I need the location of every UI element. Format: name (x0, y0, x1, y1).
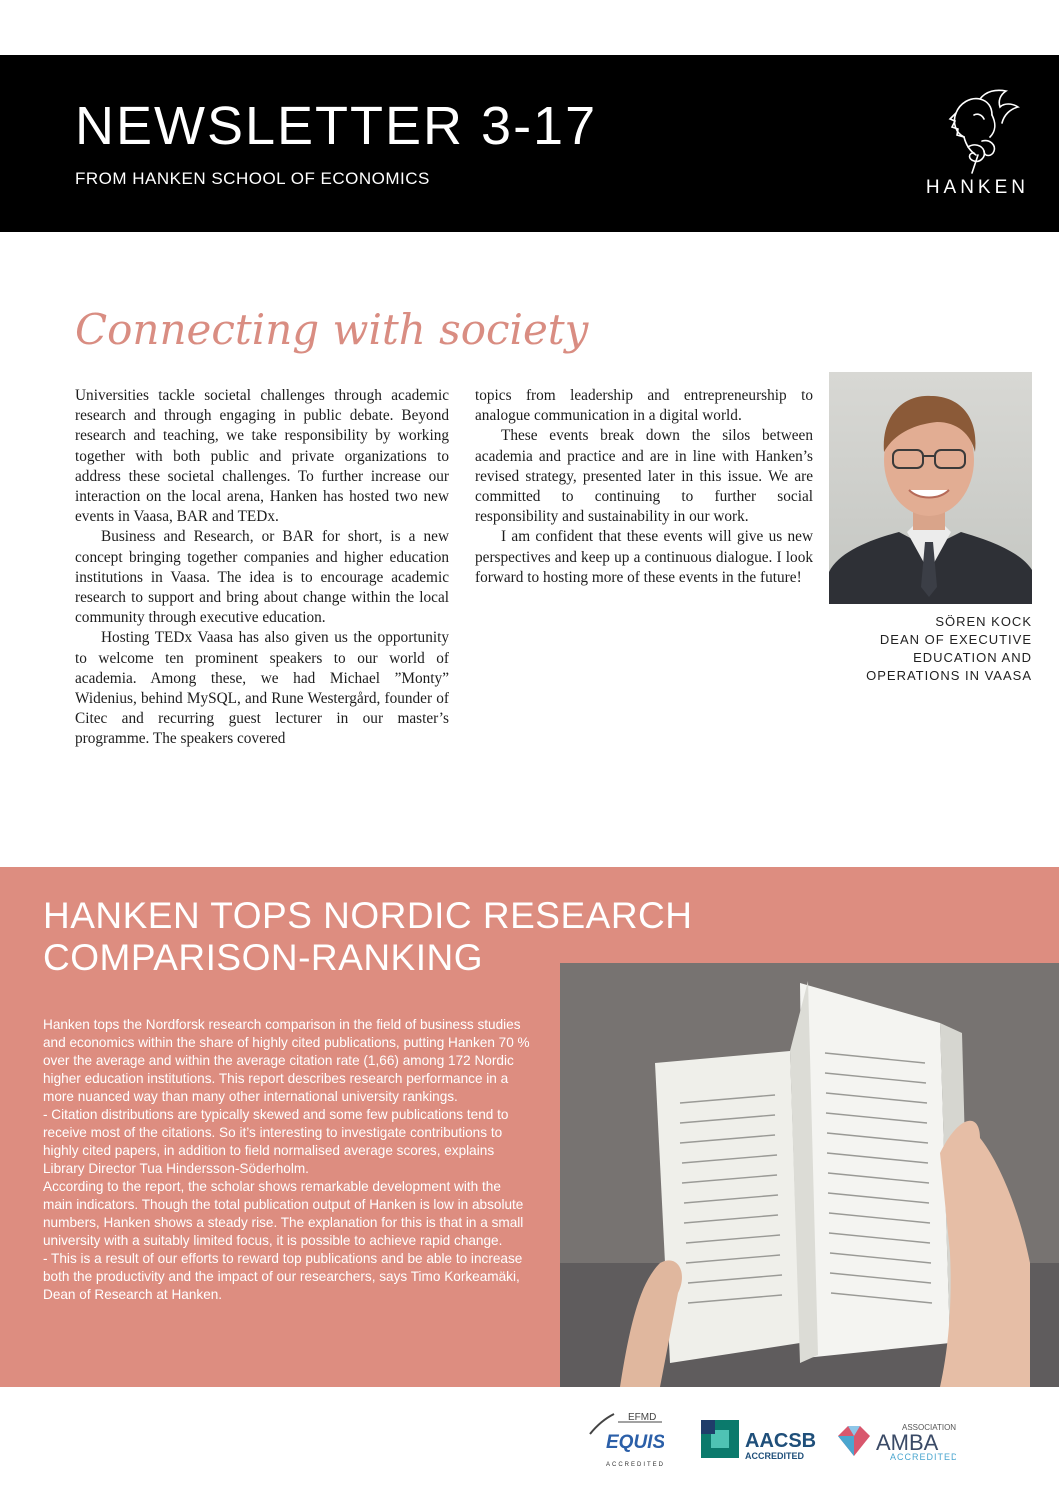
logo-wordmark: HANKEN (925, 177, 1029, 198)
amba-sub-label: ACCREDITED (890, 1452, 956, 1462)
paragraph: I am confident that these events will give us new perspectives and keep up a continuous dialogue. I look forward to hosting more of these events in the future! (475, 528, 813, 586)
caption-name: SÖREN KOCK (935, 614, 1032, 629)
amba-logo (836, 1410, 956, 1470)
editorial-column-2 (475, 386, 813, 588)
feature-body (43, 1016, 533, 1304)
caption-line: OPERATIONS IN VAASA (866, 668, 1032, 683)
caption-line: DEAN OF EXECUTIVE (879, 632, 1032, 647)
equis-sub-label: ACCREDITED (606, 1462, 664, 1468)
editorial-column-1 (75, 386, 449, 750)
masthead (0, 55, 1059, 232)
paragraph: Hosting TEDx Vaasa has also given us the opportunity to welcome ten prominent speakers to our world of academia. Among these, we had Michael ”Monty” Widenius, behind MySQL, and Rune Westergård, founder of Citec and recurring guest lecturer in our master’s programme. The speakers covered (75, 629, 449, 748)
paragraph: Business and Research, or BAR for short, is a new concept bringing together companies and higher education institutions in Vaasa. The idea is to encourage academic research to support and bring about change within the local community through executive education. (75, 528, 449, 627)
paragraph: Hanken tops the Nordforsk research comparison in the field of business studies and economics within the share of highly cited publications, putting Hanken 70 % over the average and within the average citation rate (1,66) among 172 Nordic higher education institutions. This report describes research performance in a more nuanced way than many other international university rankings. (43, 1017, 530, 1104)
feature-title: HANKEN TOPS NORDIC RESEARCH COMPARISON-RANKING (43, 895, 693, 978)
aacsb-sub-label: ACCREDITED (745, 1451, 805, 1461)
aacsb-logo (701, 1410, 816, 1470)
newsletter-subtitle: FROM HANKEN SCHOOL OF ECONOMICS (75, 169, 430, 188)
amba-name-label: AMBA (876, 1430, 939, 1455)
caption-line: EDUCATION AND (913, 650, 1032, 665)
paragraph: - This is a result of our efforts to reward top publications and be able to increase both the productivity and the impact of our researchers, says Timo Korkeamäki, Dean of Research at Hanken. (43, 1251, 523, 1302)
open-book-icon (560, 963, 1059, 1387)
person-silhouette-icon (829, 372, 1032, 604)
editorial-heading: Connecting with society (75, 305, 589, 354)
equis-logo (584, 1410, 664, 1470)
paragraph: - Citation distributions are typically skewed and some few publications tend to receive most of the citations. So it’s interesting to investigate contributions to highly cited papers, in addition to field normalised average scores, explains Library Director Tua Hindersson-Söderholm. (43, 1107, 509, 1176)
hanken-logo (899, 85, 1029, 200)
portrait-photo (829, 372, 1032, 604)
paragraph: These events break down the silos between academia and practice and are in line with Hanken’s revised strategy, presented later in this issue. We are committed to continuing to further social responsibility and sustainability in our work. (475, 427, 813, 526)
equis-name-label: EQUIS (606, 1432, 664, 1453)
paragraph: topics from leadership and entrepreneurship to analogue communication in a digital world. (475, 387, 813, 425)
aacsb-name-label: AACSB (745, 1430, 816, 1452)
amba-top-label: ASSOCIATION (902, 1423, 956, 1432)
paragraph: According to the report, the scholar shows remarkable development with the main indicators. Though the total publication output of Hanken is low in absolute numbers, Hanken shows a steady rise. The explanation for this is that in a small university with a suitably limited focus, it is possible to achieve rapid change. (43, 1179, 524, 1248)
portrait-caption (830, 613, 1032, 685)
open-book-photo (560, 963, 1059, 1387)
mercury-head-icon (934, 85, 1026, 175)
newsletter-title: NEWSLETTER 3-17 (75, 96, 598, 156)
paragraph: Universities tackle societal challenges through academic research and through engaging in public debate. Beyond research and teaching, we take responsibility by working together with both public and private organizations to address these societal challenges. To further increase our interaction on the local arena, Hanken has hosted two new events in Vaasa, BAR and TEDx. (75, 387, 449, 526)
feature-section (0, 867, 1059, 1387)
equis-top-label: EFMD (628, 1412, 657, 1423)
